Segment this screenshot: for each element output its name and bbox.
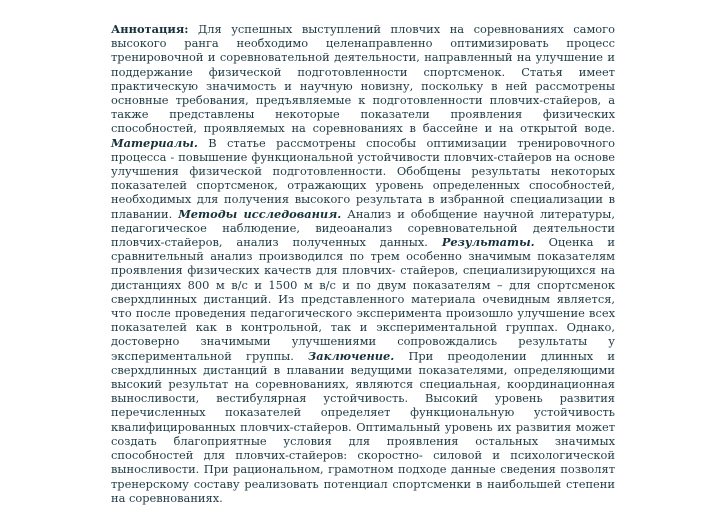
conclusion-label: Заключение. <box>308 348 395 363</box>
materials-label: Материалы. <box>111 135 198 150</box>
conclusion-text: При преодолении длинных и сверхдлинных дистанций в плавании ведущими показателями, определяющими высокий результат на соревнованиях, являются специальная, координационная выносливости, вестибулярная устойчивость. Высокий уровень развития перечисленных показателей определяет функциональную устойчивость квалифицированных пловчих-стайеров. Оптимальный уровень их развития может создать благоприятные условия для проявления остальных значимых способностей для пловчих-стайеров: скоростно- силовой и психологической выносливости. При рациональном, грамотном подходе данные сведения позволят тренерскому составу реализовать потенциал спортсменки в наибольшей степени на соревнованиях. <box>111 348 615 505</box>
methods-label: Методы исследования. <box>178 206 342 221</box>
abstract-paragraph <box>111 22 615 505</box>
annotation-text: Для успешных выступлений пловчих на соревнованиях самого высокого ранга необходимо целенаправленно оптимизировать процесс тренировочной и соревновательной деятельности, направленный на улучшение и поддержание физической подготовленности спортсменок. Статья имеет практическую значимость и научную новизну, поскольку в ней рассмотрены основные требования, предъявляемые к подготовленности пловчих-стайеров, а также представлены некоторые показатели проявления физических способностей, проявляемых на соревнованиях в бассейне и на открытой воде. <box>111 22 615 136</box>
methods-text: Анализ и обобщение научной литературы, педагогическое наблюдение, видеоанализ соревновательной деятельности пловчих-стайеров, анализ полученных данных. <box>111 206 615 250</box>
results-label: Результаты. <box>441 235 535 250</box>
annotation-label: Аннотация: <box>111 22 189 36</box>
abstract-block <box>111 22 615 505</box>
results-text: Оценка и сравнительный анализ производился по трем особенно значимым показателям проявления физических качеств для пловчих- стайеров, специализирующихся на дистанциях 800 м в/с и 1500 м в/с и по двум показателям – для спортсменок сверхдлинных дистанций. Из представленного материала очевидным является, что после проведения педагогического эксперимента произошло улучшение всех показателей как в контрольной, так и экспериментальной группах. Однако, достоверно значимыми улучшениями сопровождались результаты у экспериментальной группы. <box>111 235 615 363</box>
materials-text: В статье рассмотрены способы оптимизации тренировочного процесса - повышение функциональной устойчивости пловчих-стайеров на основе улучшения физической подготовленности. Обобщены результаты некоторых показателей спортсменок, отражающих уровень определенных способностей, необходимых для получения высокого результата в избранной специализации в плавании. <box>111 135 615 221</box>
